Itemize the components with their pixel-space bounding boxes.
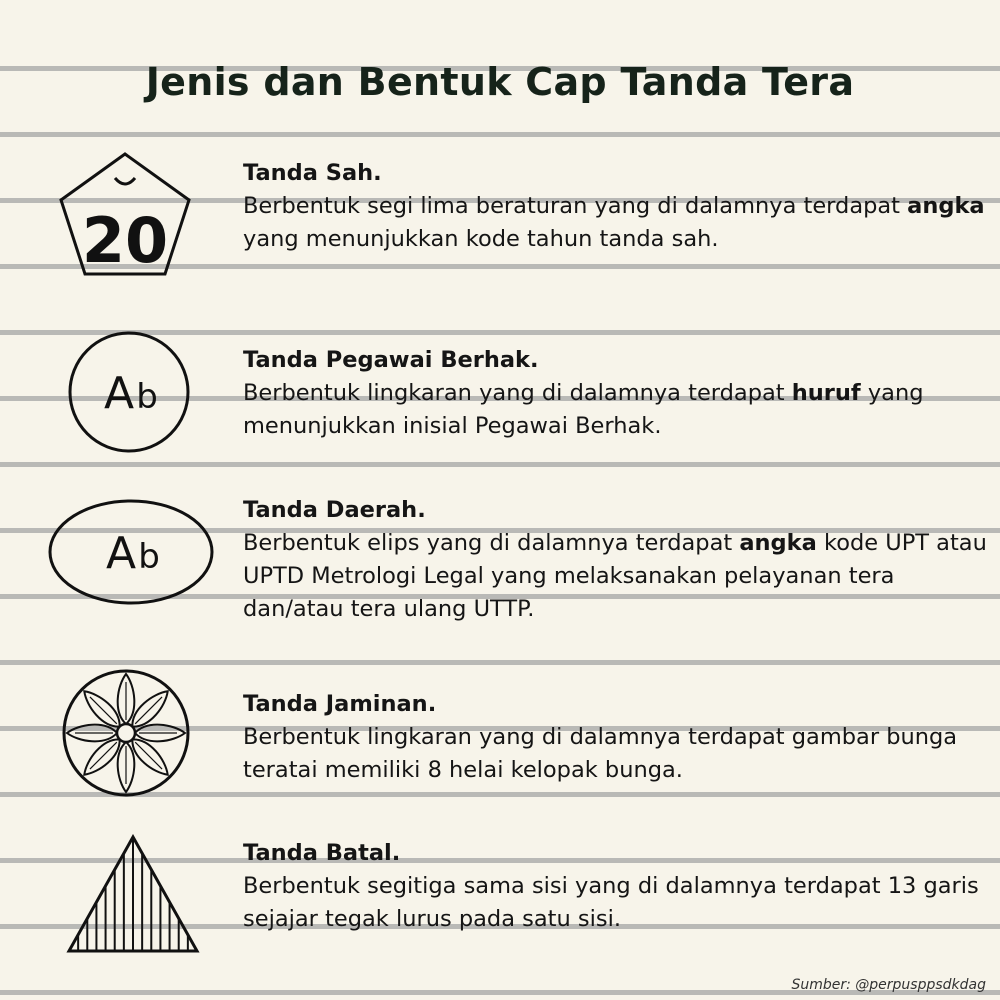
circle-stamp-icon <box>67 330 191 454</box>
stamp-item-sah <box>243 157 988 256</box>
source-credit: Sumber: @perpusppsdkdag <box>791 977 986 993</box>
item-name: Tanda Pegawai Berhak. <box>243 347 539 373</box>
item-name: Tanda Jaminan. <box>243 691 437 717</box>
svg-text:b: b <box>136 377 158 417</box>
svg-text:A: A <box>103 368 135 419</box>
svg-text:b: b <box>138 537 160 577</box>
item-name: Tanda Daerah. <box>243 497 426 523</box>
item-description: Berbentuk elips yang di dalamnya terdapat angka kode UPT atau UPTD Metrologi Legal yang melaksanakan pelayanan tera dan/atau tera ulang UTTP. <box>243 530 987 622</box>
item-description: Berbentuk segi lima beraturan yang di dalamnya terdapat angka yang menunjukkan kode tahun tanda sah. <box>243 193 985 252</box>
item-description: Berbentuk lingkaran yang di dalamnya terdapat huruf yang menunjukkan inisial Pegawai Berhak. <box>243 380 924 439</box>
stamp-item-batal <box>243 837 988 936</box>
stamp-item-pegawai-berhak <box>243 344 988 443</box>
item-description: Berbentuk lingkaran yang di dalamnya terdapat gambar bunga teratai memiliki 8 helai kelopak bunga. <box>243 724 958 783</box>
stamp-item-daerah <box>243 494 988 626</box>
ellipse-stamp-icon <box>47 498 215 606</box>
item-description: Berbentuk segitiga sama sisi yang di dalamnya terdapat 13 garis sejajar tegak lurus pada satu sisi. <box>243 873 979 932</box>
lotus-circle-stamp-icon <box>61 668 191 798</box>
item-name: Tanda Batal. <box>243 840 401 866</box>
page-title: Jenis dan Bentuk Cap Tanda Tera <box>145 60 855 104</box>
stamp-item-jaminan <box>243 688 988 787</box>
hatched-triangle-stamp-icon <box>66 834 200 954</box>
pentagon-stamp-icon <box>57 150 193 278</box>
svg-text:A: A <box>105 528 137 579</box>
item-name: Tanda Sah. <box>243 160 382 186</box>
stamp-year-code: 20 <box>81 204 169 277</box>
